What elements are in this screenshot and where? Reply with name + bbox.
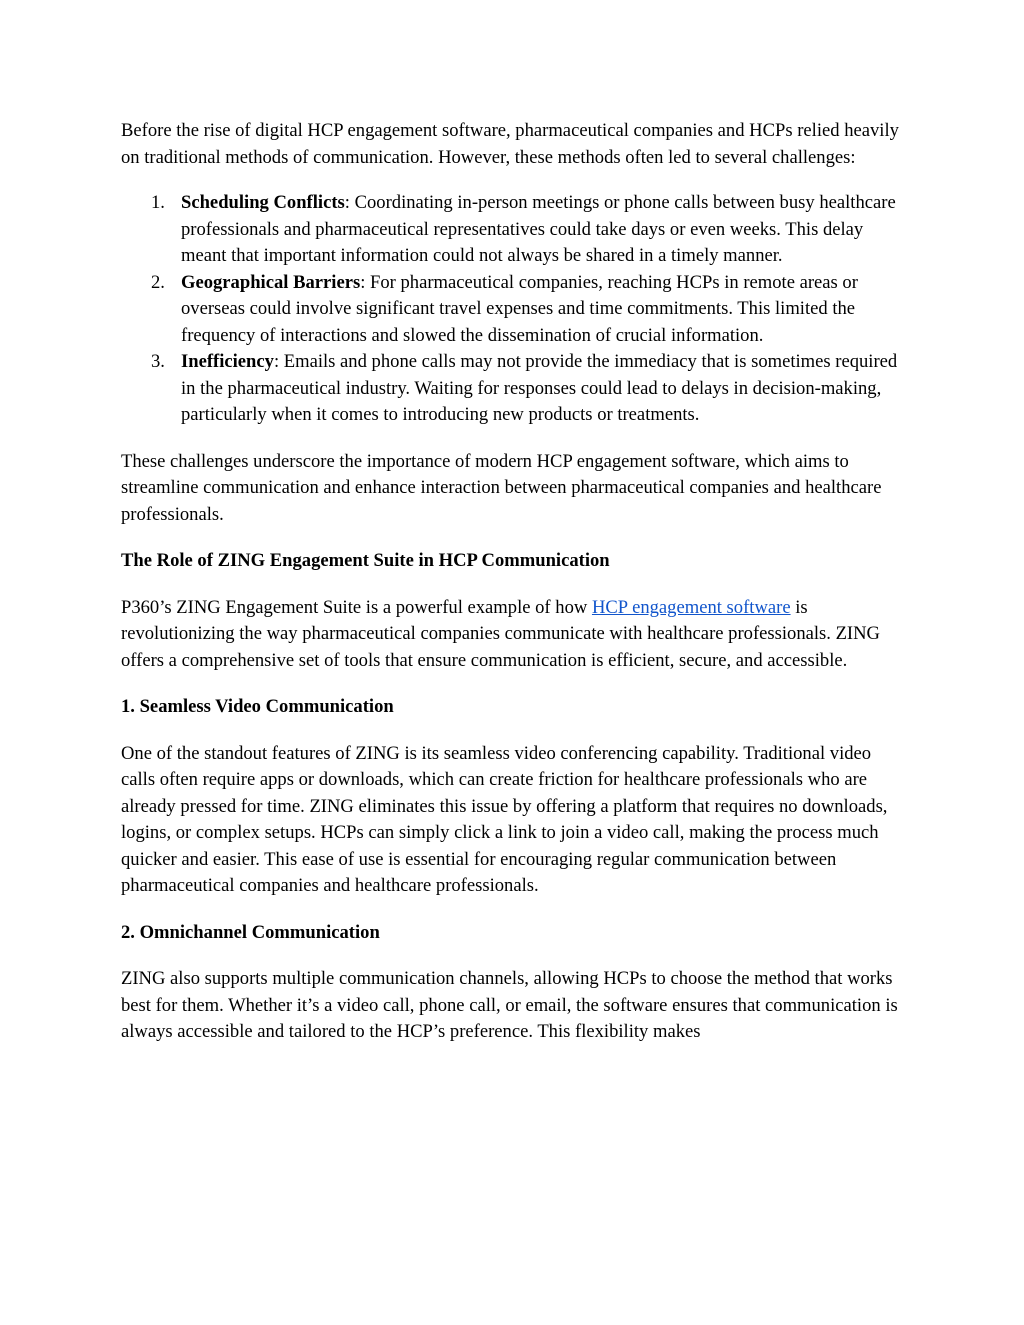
hcp-engagement-software-link[interactable]: HCP engagement software [591,596,791,618]
list-number: 1. [151,192,165,213]
list-item-text: : Coordinating in-person meetings or phone calls between busy healthcare professionals and pharmaceutical representatives could take days or even weeks. This delay meant that important information could not always be shared in a timely manner. [181,192,896,266]
role-heading: The Role of ZING Engagement Suite in HCP Communication [121,550,610,571]
role-text-before: P360’s ZING Engagement Suite is a powerful example of how [121,596,592,618]
list-number: 3. [151,351,165,372]
list-item-text: : Emails and phone calls may not provide the immediacy that is sometimes required in the pharmaceutical industry. Waiting for responses could lead to delays in decision-making, particularly when it comes to introducing new products or treatments. [181,351,898,425]
video-heading: 1. Seamless Video Communication [121,696,394,717]
omni-paragraph: ZING also supports multiple communication channels, allowing HCPs to choose the method that works best for them. Whether it’s a video call, phone call, or email, the software ensures that communication is always accessible and tailored to the HCP’s preference. This flexibility makes [121,968,898,1042]
challenges-list [121,190,906,429]
summary-paragraph: These challenges underscore the importance of modern HCP engagement software, which aims to streamline communication and enhance interaction between pharmaceutical companies and healthcare professionals. [121,450,882,525]
role-paragraph [121,595,906,675]
omni-heading: 2. Omnichannel Communication [121,921,380,943]
video-paragraph: One of the standout features of ZING is its seamless video conferencing capability. Traditional video calls often require apps or downloads, which can create friction for healthcare professionals who are already pressed for time. ZING eliminates this issue by offering a platform that requires no downloads, logins, or complex setups. HCPs can simply click a link to join a video call, making the process much quicker and easier. This ease of use is essential for encouraging regular communication between pharmaceutical companies and healthcare professionals. [121,742,888,896]
list-item [121,270,906,350]
intro-paragraph: Before the rise of digital HCP engagement software, pharmaceutical companies and HCPs relied heavily on traditional methods of communication. However, these methods often led to several challenges: [121,120,899,168]
list-number: 2. [151,271,165,293]
list-item-title: Geographical Barriers [181,271,361,293]
role-text-after: is revolutionizing the way pharmaceutical companies communicate with healthcare professionals. ZING offers a comprehensive set of tools that ensure communication is efficient, secure, and accessible. [121,596,880,671]
document-page [121,118,906,1066]
list-item-text: : For pharmaceutical companies, reaching HCPs in remote areas or overseas could involve significant travel expenses and time commitments. This limited the frequency of interactions and slowed the dissemination of crucial information. [181,271,858,346]
list-item-title: Inefficiency [181,351,274,372]
list-item [121,349,906,429]
list-item [121,190,906,270]
list-item-title: Scheduling Conflicts [181,192,345,213]
